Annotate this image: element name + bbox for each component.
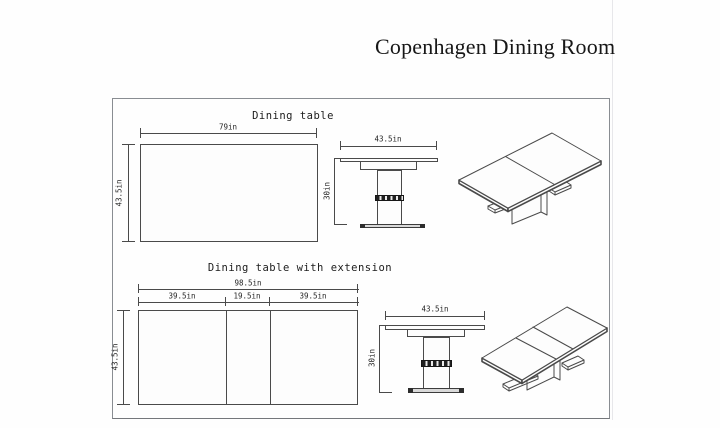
dim-tick xyxy=(138,297,139,306)
dim-line-height xyxy=(334,158,335,225)
dim-tick xyxy=(357,297,358,306)
dim-tick xyxy=(122,241,135,242)
dim-label-top-width: 43.5in xyxy=(374,134,402,144)
pedestal-accent-band xyxy=(375,195,404,201)
top-view-outline xyxy=(140,144,318,242)
dim-line-total-width xyxy=(138,289,359,290)
perspective-view xyxy=(452,293,617,405)
dim-label-segment: 39.5in xyxy=(168,291,196,301)
dim-tick xyxy=(225,297,226,306)
section-title: Dining table with extension xyxy=(207,262,393,274)
dim-tick xyxy=(334,158,341,159)
dim-tick xyxy=(334,224,347,225)
dim-label-top-width: 43.5in xyxy=(421,304,449,314)
dim-tick xyxy=(316,128,317,138)
dim-tick xyxy=(140,128,141,138)
dim-tick xyxy=(340,141,341,150)
dim-label-total-width: 98.5in xyxy=(234,278,262,288)
dim-line-width xyxy=(140,133,317,134)
dim-line-top-width xyxy=(340,146,437,147)
dim-tick xyxy=(138,284,139,293)
dim-line-depth xyxy=(123,310,124,405)
dim-line-depth xyxy=(128,144,129,242)
dim-label-height: 30in xyxy=(322,181,332,201)
dim-tick xyxy=(385,311,386,320)
dim-label-segment: 39.5in xyxy=(299,291,327,301)
pedestal-accent-band xyxy=(421,360,452,367)
dim-label-height: 30in xyxy=(367,348,377,368)
dim-label-width: 79in xyxy=(218,122,238,132)
dim-tick xyxy=(357,284,358,293)
dim-tick xyxy=(117,310,130,311)
dim-label-depth: 43.5in xyxy=(110,343,120,371)
leaf-divider xyxy=(270,310,271,405)
dim-label-segment: 19.5in xyxy=(233,291,261,301)
pedestal-base xyxy=(360,224,425,228)
dim-tick xyxy=(122,144,135,145)
page-title: Copenhagen Dining Room xyxy=(375,34,616,59)
dim-tick xyxy=(379,325,386,326)
perspective-view xyxy=(443,126,615,230)
dim-tick xyxy=(436,141,437,150)
top-view-outline xyxy=(138,310,358,405)
table-apron xyxy=(360,161,417,170)
dim-tick xyxy=(379,392,392,393)
leaf-divider xyxy=(226,310,227,405)
dim-tick xyxy=(269,297,270,306)
dim-tick xyxy=(117,404,130,405)
dim-line-height xyxy=(379,325,380,393)
dim-line-segments xyxy=(138,302,359,303)
section-title: Dining table xyxy=(252,110,334,122)
dim-label-depth: 43.5in xyxy=(114,179,124,207)
